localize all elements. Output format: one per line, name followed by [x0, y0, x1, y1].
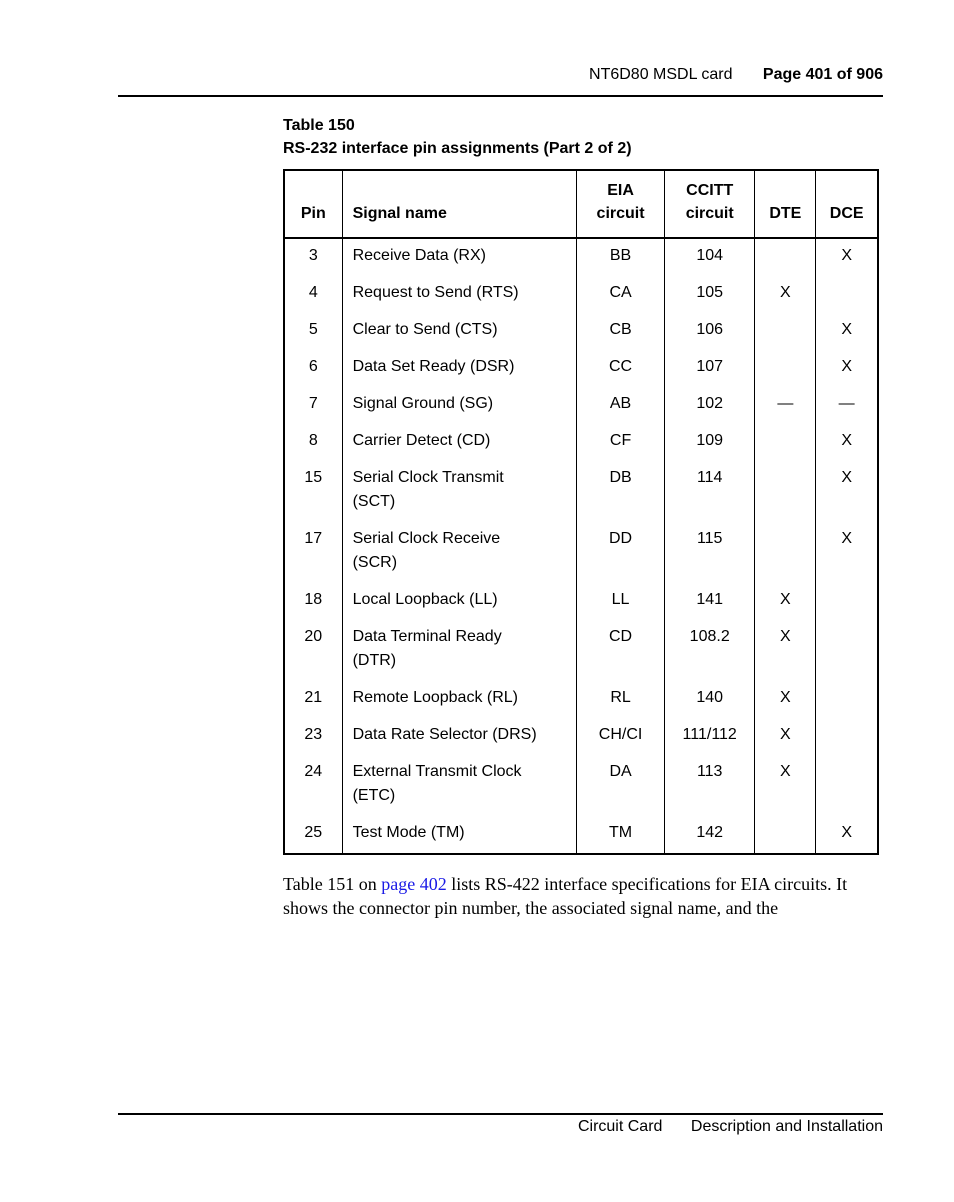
- cell-pin: 8: [284, 423, 342, 460]
- signal-name-line-1: Data Rate Selector (DRS): [352, 726, 537, 743]
- cell-eia-circuit: CB: [576, 312, 664, 349]
- cell-pin: 23: [284, 717, 342, 754]
- cell-eia-circuit: LL: [576, 582, 664, 619]
- cell-ccitt-circuit: 140: [665, 680, 755, 717]
- signal-name-line-1: External Transmit Clock: [352, 763, 522, 780]
- cell-dte: X: [755, 619, 816, 680]
- table-row: [284, 312, 878, 349]
- footer-rule: [118, 1113, 883, 1115]
- cell-eia-circuit: AB: [576, 386, 664, 423]
- cell-ccitt-circuit: 106: [665, 312, 755, 349]
- cell-signal-name: [342, 275, 576, 312]
- cell-pin: 18: [284, 582, 342, 619]
- cell-dce: X: [816, 349, 878, 386]
- cell-dte: X: [755, 680, 816, 717]
- column-header-ccitt-circuit: CCITT circuit: [665, 170, 755, 238]
- cell-signal-name: [342, 582, 576, 619]
- signal-name-line-1: Request to Send (RTS): [352, 284, 519, 301]
- cell-dce: [816, 275, 878, 312]
- cell-signal-name: [342, 815, 576, 854]
- table-row: [284, 238, 878, 275]
- table-row: [284, 582, 878, 619]
- page-number: Page 401 of 906: [762, 66, 883, 83]
- signal-name-line-2: (ETC): [352, 787, 396, 804]
- cell-pin: 6: [284, 349, 342, 386]
- table-body: [284, 238, 878, 854]
- cell-signal-name: [342, 460, 576, 521]
- cell-eia-circuit: CF: [576, 423, 664, 460]
- signal-name-line-1: Serial Clock Receive: [352, 530, 501, 547]
- cell-eia-circuit: RL: [576, 680, 664, 717]
- cell-dte: [755, 312, 816, 349]
- signal-name-line-1: Remote Loopback (RL): [352, 689, 519, 706]
- cell-dce: X: [816, 423, 878, 460]
- cell-eia-circuit: TM: [576, 815, 664, 854]
- cell-dce: X: [816, 312, 878, 349]
- column-header-dte: DTE: [755, 170, 816, 238]
- cell-dte: [755, 521, 816, 582]
- page-402-link[interactable]: page 402: [381, 874, 447, 894]
- cell-pin: 24: [284, 754, 342, 815]
- cell-pin: 20: [284, 619, 342, 680]
- cell-ccitt-circuit: 102: [665, 386, 755, 423]
- table-title: RS-232 interface pin assignments (Part 2 of 2): [283, 140, 632, 157]
- cell-signal-name: [342, 386, 576, 423]
- cell-eia-circuit: CA: [576, 275, 664, 312]
- signal-name-line-1: Receive Data (RX): [352, 247, 486, 264]
- cell-dce: X: [816, 521, 878, 582]
- cell-ccitt-circuit: 113: [665, 754, 755, 815]
- cell-eia-circuit: CD: [576, 619, 664, 680]
- column-header-signal-name: Signal name: [342, 170, 576, 238]
- signal-name-line-1: Signal Ground (SG): [352, 395, 494, 412]
- footer-book-title: Circuit Card: [577, 1118, 663, 1135]
- cell-dte: [755, 423, 816, 460]
- table-row: [284, 754, 878, 815]
- cell-pin: 4: [284, 275, 342, 312]
- table-row: [284, 460, 878, 521]
- paragraph-text: Table 151 on: [283, 874, 382, 894]
- footer-section-title: Description and Installation: [690, 1118, 883, 1135]
- cell-dce: [816, 754, 878, 815]
- cell-dte: [755, 349, 816, 386]
- cell-eia-circuit: BB: [576, 238, 664, 275]
- cell-eia-circuit: DB: [576, 460, 664, 521]
- cell-ccitt-circuit: 107: [665, 349, 755, 386]
- column-header-eia-circuit: EIA circuit: [576, 170, 664, 238]
- cell-ccitt-circuit: 114: [665, 460, 755, 521]
- signal-name-line-1: Data Terminal Ready: [352, 628, 502, 645]
- cell-dce: [816, 582, 878, 619]
- body-paragraph: [283, 872, 893, 920]
- column-header-pin: Pin: [284, 170, 342, 238]
- document-title: NT6D80 MSDL card: [589, 66, 733, 83]
- table-number: Table 150: [283, 117, 355, 134]
- cell-ccitt-circuit: 104: [665, 238, 755, 275]
- header-rule: [118, 95, 883, 97]
- cell-pin: 25: [284, 815, 342, 854]
- cell-dce: X: [816, 238, 878, 275]
- signal-name-line-1: Serial Clock Transmit: [352, 469, 504, 486]
- signal-name-line-2: (SCT): [352, 493, 396, 510]
- signal-name-line-1: Local Loopback (LL): [352, 591, 498, 608]
- cell-dte: X: [755, 275, 816, 312]
- cell-ccitt-circuit: 109: [665, 423, 755, 460]
- cell-signal-name: [342, 312, 576, 349]
- cell-ccitt-circuit: 105: [665, 275, 755, 312]
- cell-dte: [755, 238, 816, 275]
- cell-dce: —: [816, 386, 878, 423]
- cell-dte: X: [755, 582, 816, 619]
- cell-pin: 17: [284, 521, 342, 582]
- cell-signal-name: [342, 619, 576, 680]
- page-footer: [578, 1118, 883, 1136]
- cell-pin: 7: [284, 386, 342, 423]
- cell-dte: [755, 460, 816, 521]
- cell-signal-name: [342, 521, 576, 582]
- signal-name-line-1: Test Mode (TM): [352, 824, 465, 841]
- cell-ccitt-circuit: 115: [665, 521, 755, 582]
- cell-pin: 5: [284, 312, 342, 349]
- cell-ccitt-circuit: 111/112: [665, 717, 755, 754]
- paragraph-text-continued: lists RS-422 interface specifications for EIA circuits. It shows the connector pin number, the associated signal name, and the: [283, 874, 848, 918]
- cell-eia-circuit: DD: [576, 521, 664, 582]
- table-row: [284, 815, 878, 854]
- table-row: [284, 349, 878, 386]
- cell-signal-name: [342, 423, 576, 460]
- pin-assignment-table: [283, 169, 879, 855]
- signal-name-line-1: Clear to Send (CTS): [352, 321, 498, 338]
- cell-eia-circuit: DA: [576, 754, 664, 815]
- cell-dce: [816, 717, 878, 754]
- cell-dte: —: [755, 386, 816, 423]
- cell-signal-name: [342, 680, 576, 717]
- cell-pin: 21: [284, 680, 342, 717]
- cell-eia-circuit: CH/CI: [576, 717, 664, 754]
- cell-dte: [755, 815, 816, 854]
- cell-signal-name: [342, 754, 576, 815]
- cell-dce: X: [816, 460, 878, 521]
- cell-dce: [816, 619, 878, 680]
- signal-name-line-2: (DTR): [352, 652, 397, 669]
- cell-dce: [816, 680, 878, 717]
- table-row: [284, 680, 878, 717]
- table-row: [284, 521, 878, 582]
- table-row: [284, 275, 878, 312]
- cell-dte: X: [755, 717, 816, 754]
- column-header-dce: DCE: [816, 170, 878, 238]
- cell-ccitt-circuit: 142: [665, 815, 755, 854]
- table-header-row: [284, 170, 878, 238]
- cell-pin: 3: [284, 238, 342, 275]
- cell-dte: X: [755, 754, 816, 815]
- cell-eia-circuit: CC: [576, 349, 664, 386]
- signal-name-line-1: Carrier Detect (CD): [352, 432, 491, 449]
- signal-name-line-1: Data Set Ready (DSR): [352, 358, 515, 375]
- cell-signal-name: [342, 349, 576, 386]
- table-row: [284, 423, 878, 460]
- signal-name-line-2: (SCR): [352, 554, 398, 571]
- cell-signal-name: [342, 717, 576, 754]
- table-row: [284, 386, 878, 423]
- table-row: [284, 619, 878, 680]
- cell-dce: X: [816, 815, 878, 854]
- table-caption: [283, 114, 632, 160]
- table-row: [284, 717, 878, 754]
- cell-signal-name: [342, 238, 576, 275]
- cell-ccitt-circuit: 141: [665, 582, 755, 619]
- page-header: [589, 66, 883, 84]
- cell-pin: 15: [284, 460, 342, 521]
- cell-ccitt-circuit: 108.2: [665, 619, 755, 680]
